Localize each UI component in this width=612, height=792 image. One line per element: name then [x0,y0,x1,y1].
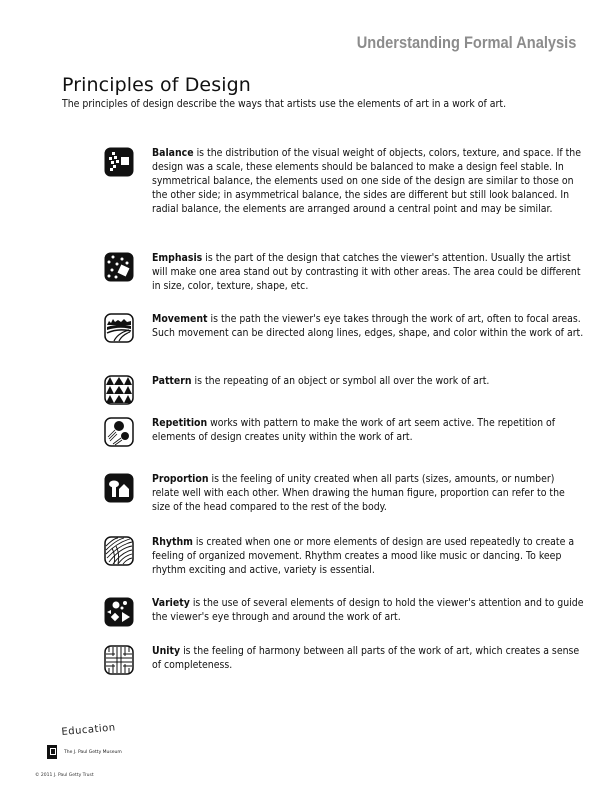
unity-icon [104,645,134,675]
principle-definition: is the use of several elements of design to hold the viewer's attention and to guide the viewer's eye through and around the work of art. [152,598,584,623]
principle-text [152,375,584,389]
museum-name: The J. Paul Getty Museum [64,750,122,755]
pattern-icon [104,375,134,405]
principle-definition: is the feeling of unity created when all parts (sizes, amounts, or number) relate well with each other. When drawing the human figure, proportion can refer to the size of the head compared to the rest of the body. [152,474,565,513]
page-title: Principles of Design [62,74,251,96]
principle-text [152,417,584,445]
repetition-icon [104,417,134,447]
getty-logo-icon [47,745,57,759]
principle-definition: is the path the viewer's eye takes through the work of art, often to focal areas. Such movement can be directed along lines, edges, shape, and color within the work of art. [152,314,584,339]
movement-icon [104,313,134,343]
principle-text [152,645,584,673]
principle-term: Proportion [152,474,209,485]
principle-term: Unity [152,646,181,657]
principle-definition: works with pattern to make the work of art seem active. The repetition of elements of design creates unity within the work of art. [152,418,556,443]
principle-term: Variety [152,598,190,609]
variety-icon [104,597,134,627]
principle-term: Pattern [152,376,192,387]
intro-text: The principles of design describe the ways that artists use the elements of art in a work of art. [62,99,507,110]
principle-definition: is the repeating of an object or symbol all over the work of art. [191,376,490,387]
principle-text [152,597,584,625]
principle-definition: is the feeling of harmony between all parts of the work of art, which creates a sense of completeness. [152,646,580,671]
principle-term: Balance [152,148,194,159]
principle-term: Movement [152,314,208,325]
balance-icon [104,147,134,177]
principle-term: Emphasis [152,253,203,264]
principle-term: Rhythm [152,537,193,548]
principle-definition: is the part of the design that catches the viewer's attention. Usually the artist will make one area stand out by contrasting it with other areas. The area could be different in size, color, texture, shape, etc. [152,253,581,292]
principle-text [152,473,584,515]
principle-definition: is created when one or more elements of design are used repeatedly to create a feeling of organized movement. Rhythm creates a mood like music or dancing. To keep rhythm exciting and active, variety is essential. [152,537,575,576]
copyright: © 2011 J. Paul Getty Trust [35,773,94,778]
principle-text [152,252,584,294]
rhythm-icon [104,536,134,566]
education-label: Education [61,722,117,738]
principle-text [152,536,584,578]
principle-text [152,313,584,341]
emphasis-icon [104,252,134,282]
proportion-icon [104,473,134,503]
principle-term: Repetition [152,418,208,429]
principle-text [152,147,584,217]
principle-definition: is the distribution of the visual weight of objects, colors, texture, and space. If the design was a scale, these elements should be balanced to make a design feel stable. In symmetrical balance, the elements used on one side of the design are similar to those on the other side; in asymmetrical balance, the sides are different but still look balanced. In radial balance, the elements are arranged around a central point and may be similar. [152,148,582,215]
running-head: Understanding Formal Analysis [356,33,576,52]
